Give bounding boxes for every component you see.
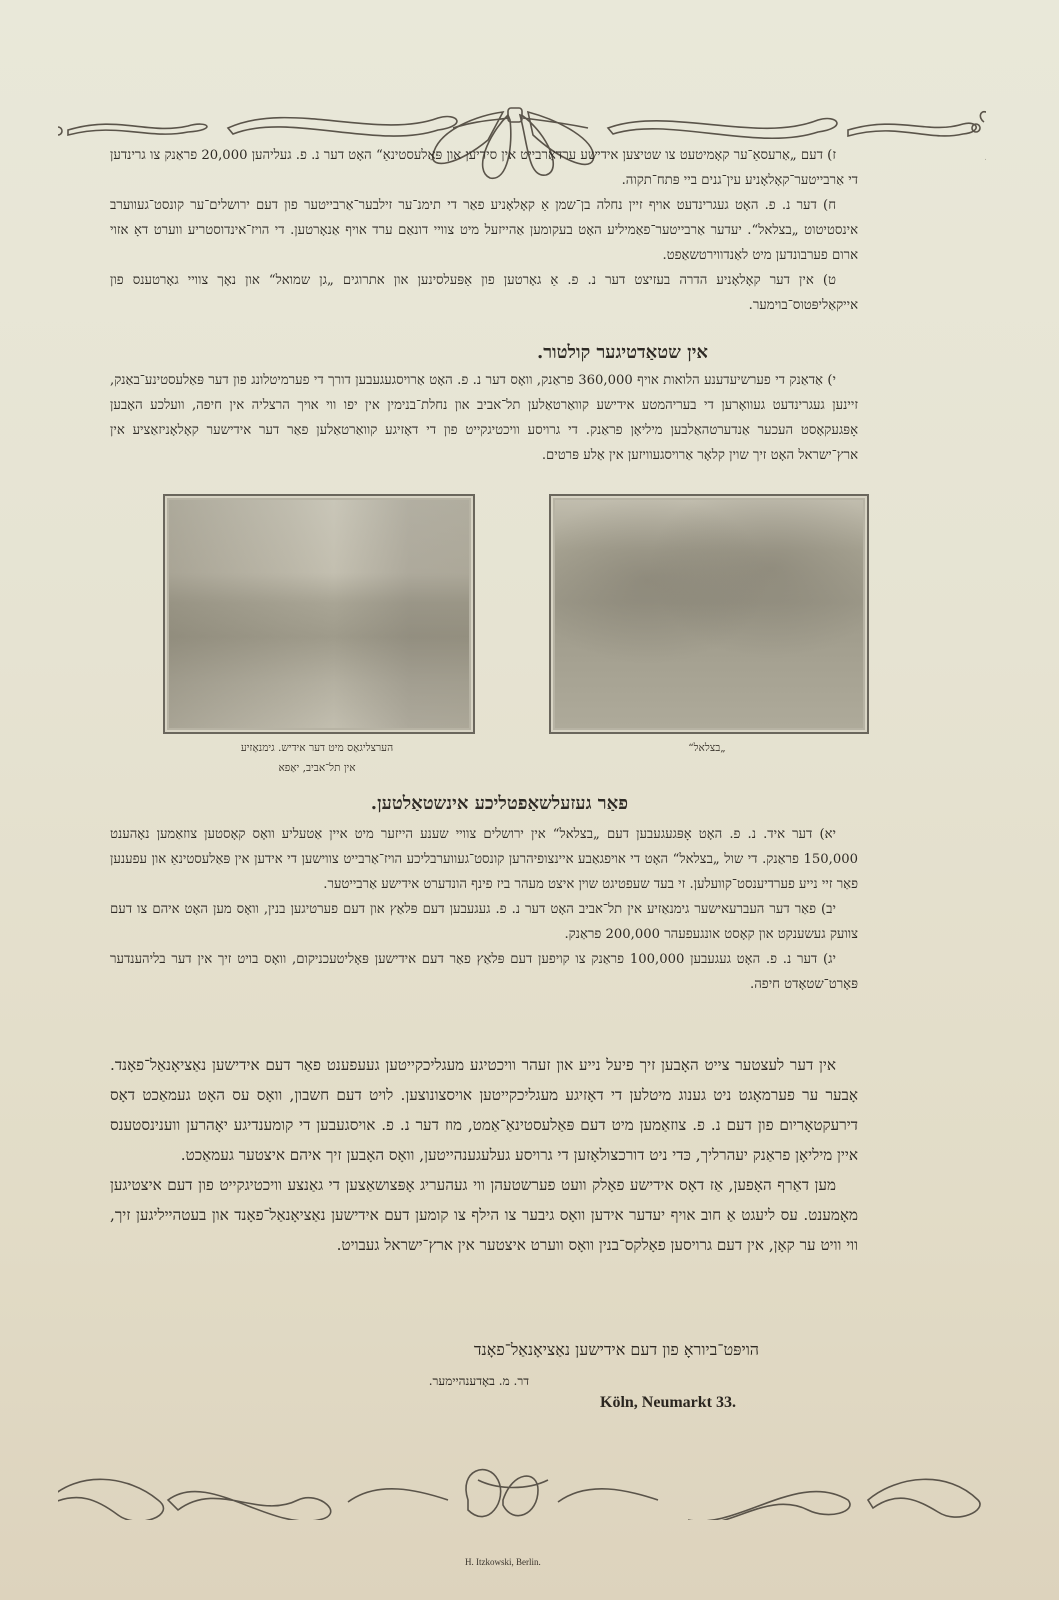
photo-caption-left <box>163 738 471 778</box>
address: Köln, Neumarkt 33. <box>600 1394 736 1411</box>
item-marker: ח) <box>823 198 836 213</box>
section-heading: פאַר געזעלשאַפטליכע אינשטאַלטען. <box>370 793 628 814</box>
paragraph-yud-gimel <box>110 947 858 997</box>
section-heading: אין שטאַדטיגער קולטור. <box>536 342 708 363</box>
item-marker: יג) <box>823 952 836 967</box>
photo-caption-right <box>549 738 865 758</box>
paragraph-text: אַדאַנק די פערשיעדענע הלואות אויף 360,000 פראַנק, וואָס דער נ. פ. האָט אַרויסגעגעבען דורך די פערמיטלונג פון דער פּאַלעסטינע־באַנק, זיינען געגרינדעט געוואָרען די בעריהמטע אידישע קוואַרטאַלען תל־אביב און נחלת־בנימין אין יפו ווי אויך הרצליה אין חיפה, וועלכע האָבען אָפּגעקאָסט העכער אַנדערטהאַלבען מיליאָן פראַנק. די גרויסע וויכטיגקייט פון די דאָזיגע קוואַרטאַלען פאַר דער אידישער קאָלאָניזאַציע אין ארץ־ישראל האָט זיך שוין קלאָר אַרויסגעוויזען אין אַלע פּרטים. <box>110 373 858 463</box>
paragraph-text: דעם „אַרעסאַ־ער קאָמיטעט צו שטיצען אידישע ערדאַרבייט אין סיריען און פּאַלעסטינאַ“ האָט דער נ. פ. געליהען 20,000 פראַנק צו גרינדען די אַרבייטער־קאָלאָניע עין־גנים ביי פּתח־תקוה. <box>110 148 858 188</box>
paragraph-yud-beys <box>110 897 858 947</box>
caption-line: אין תל־אביב, יאַפא <box>278 762 356 774</box>
section-urban-culture <box>110 342 858 363</box>
top-paragraphs <box>110 143 858 318</box>
item-marker: י) <box>827 373 836 388</box>
section1-body <box>110 368 858 468</box>
item-marker: יב) <box>821 902 836 917</box>
closing-appeal <box>110 1050 858 1260</box>
section-social-institutions <box>110 793 858 814</box>
caption-line: הערצליגאַס מיט דער אידיש. גימנאַזיע <box>240 742 394 754</box>
paragraph-text: דער נ. פ. האָט געגרינדעט אויף זיין נחלה בן־שמן אַ קאָלאָניע פאַר די תימנ־ער זילבער־אַרבייטער פון דעם ירושלים־ער קונסט־געווערב אינסטיטוט „בצלאל“. יעדער אַרבייטער־פאַמיליע האָט בעקומען אַהייזעל מיט צוויי דונאַם ערד אויף אַנאָרטען. די הויז־אינדוסטריע ווערט דאָ אזוי ארום פערבונדען מיט לאַנדווירטשאַפט. <box>110 198 858 263</box>
section2-body <box>110 822 858 997</box>
item-marker: יא) <box>819 827 836 842</box>
closing-paragraph: אין דער לעצטער צייט האָבען זיך פיעל נייע און זעהר וויכטיגע מעגליכקייטען געעפענט פאַר דעם אידישען נאַציאָנאַל־פאָנד. אָבער ער פערמאָגט ניט גענוג מיטלען די דאָזיגע מעגליכקייטען אויסצונוצען. לויט דעם חשבון, וואָס עס האָט געמאַכט דאָס דירעקטאָריום פון דעם נ. פ. צוזאַמען מיט דעם פּאַלעסטינאַ־אַמט, מוז דער נ. פ. אויסגעבען די קומענדיגע יאָהרען ווענינסטענס איין מיליאָן פראַנק יעהרליך, כּדי ניט דורכצולאָזען די גרויסע געלעגענהייטען, וואָס האָבען זיך איהם איצטער געמאַכט. <box>110 1056 858 1164</box>
paragraph-zayin <box>110 143 858 193</box>
closing-paragraph: מען דאַרף האָפען, אַז דאָס אידישע פאָלק וועט פערשטעהן ווי געהעריג אָפּצושאַצען די גאַנצע וויכטיגקייט פון דעם איצטיגען מאָמענט. עס ליעגט אַ חוב אויף יעדער אידען וואָס גיבער צו הילף צו קומען דעם אידישען נאַציאָנאַל־פאָנד און בעטהייליגען זיך, ווי וויט ער קאָן, אין דעם גרויסען פאָלקס־בנין וואָס ווערט איצטער אין ארץ־ישראל געבויט. <box>110 1176 858 1254</box>
printer-credit: H. Itzkowski, Berlin. <box>465 1557 541 1567</box>
paragraph-yud-alef <box>110 822 858 897</box>
item-marker: ט) <box>822 273 836 288</box>
paragraph-yud <box>110 368 858 468</box>
paragraph-text: פאַר דער העברעאישער גימנאַזיע אין תל־אביב האָט דער נ. פ. געגעבען דעם פּלאַץ און דעם פערטיגען בנין, וואָס מען האָט איהם צו דעם צוועק געשענקט און קאָסט אונגעפעהר 200,000 פראַנק. <box>110 902 858 942</box>
paragraph-tet <box>110 268 858 318</box>
signature-organization: הויפּט־ביוראָ פון דעם אידישען נאַציאָנאַל־פאָנד <box>473 1340 759 1359</box>
photo-herzl-street <box>163 494 475 734</box>
item-marker: ז) <box>827 148 836 163</box>
paragraph-text: דער איד. נ. פ. האָט אָפּגעגעבען דעם „בצלאל“ אין ירושלים צוויי שענע הייזער מיט איין אַטעליע וואָס קאָסטען צוזאַמען נאָהענט 150,000 פראַנק. די שול „בצלאל“ האָט די אויפגאַבע איינצופיהרען קונסט־געווערבליכע הויז־אַרבייט צווישען די אידען אין פּאַלעסטינאַ און עפענען פאַר זיי נייע פערדיענסט־קוועלען. זי בעד שעפטיגט שוין איצט מעהר ביז פינף הונדערט אידישע אַרבייטער. <box>110 827 858 892</box>
paragraph-text: אין דער קאָלאָניע הדרה בעזיצט דער נ. פ. אַ גאָרטען פון אַפּעלסינען און אתרוגים „גן שמואל“ און נאָך צוויי גאָרטענס פון אייקאַליפּטוס־בוימער. <box>110 273 858 313</box>
paragraph-khet <box>110 193 858 268</box>
caption-line: „בצלאל“ <box>688 742 726 754</box>
photo-bezalel <box>549 494 869 734</box>
signature-person: דר. מ. באָדענהיימער. <box>428 1374 529 1388</box>
paragraph-text: דער נ. פ. האָט געגעבען 100,000 פראַנק צו קויפען דעם פּלאַץ פאַר דעם אידישען פּאָליטעכניקום, וואָס בויט זיך אין דער בליהענדער פּאָרט־שטאָדט חיפה. <box>110 952 858 992</box>
